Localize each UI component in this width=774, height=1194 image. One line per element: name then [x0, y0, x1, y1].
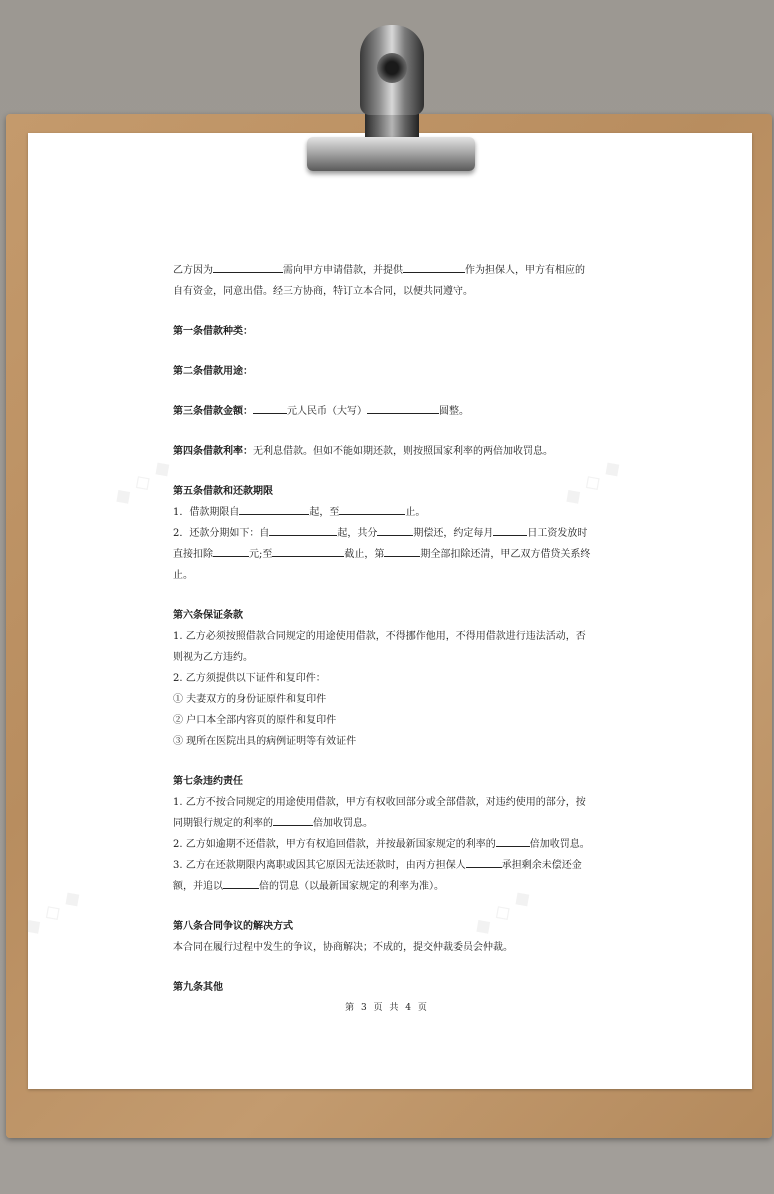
blank-field[interactable]: [377, 523, 413, 536]
blank-field[interactable]: [496, 834, 530, 847]
article-9-heading: 第九条其他: [173, 982, 223, 993]
article-5-heading: 第五条借款和还款期限: [173, 486, 273, 497]
article-7-item-1-line-2: 同期银行规定的利率的 倍加收罚息。: [173, 813, 605, 834]
article-6-sub-2: ② 户口本全部内容页的原件和复印件: [173, 715, 337, 726]
article-6-sub-1: ① 夫妻双方的身份证原件和复印件: [173, 694, 327, 705]
blank-field[interactable]: [367, 401, 439, 414]
blank-field[interactable]: [223, 876, 259, 889]
article-6-item-1-line-1: 1. 乙方必须按照借款合同规定的用途使用借款，不得挪作他用，不得用借款进行违法活动，否: [173, 631, 586, 642]
article-5-item-2-line-3: 止。: [173, 570, 193, 581]
article-5-item-1: 1．借款期限自 起，至 止。: [173, 502, 605, 523]
article-6-item-2: 2. 乙方须提供以下证件和复印件：: [173, 673, 326, 684]
clip-plate: [307, 137, 475, 171]
blank-field[interactable]: [239, 502, 309, 515]
article-7-item-1-line-1: 1. 乙方不按合同规定的用途使用借款，甲方有权收回部分或全部借款，对违约使用的部分，按: [173, 797, 586, 808]
blank-field[interactable]: [253, 401, 287, 414]
article-1-heading: 第一条借款种类：: [173, 326, 253, 337]
blank-field[interactable]: [273, 813, 313, 826]
watermark: ◆ ◇ ◆: [558, 453, 627, 512]
article-6-item-1-line-2: 则视为乙方违约。: [173, 652, 253, 663]
blank-field[interactable]: [213, 544, 249, 557]
blank-field[interactable]: [272, 544, 344, 557]
intro-line-1: 乙方因为 需向甲方申请借款，并提供 作为担保人，甲方有相应的: [173, 260, 605, 281]
article-2-heading: 第二条借款用途：: [173, 366, 253, 377]
article-8-text: 本合同在履行过程中发生的争议，协商解决；不成的，提交仲裁委员会仲裁。: [173, 942, 513, 953]
article-7-heading: 第七条违约责任: [173, 776, 243, 787]
article-5-item-2-line-1: 2．还款分期如下：自 起，共分 期偿还，约定每月 日工资发放时: [173, 523, 605, 544]
blank-field[interactable]: [339, 502, 405, 515]
blank-field[interactable]: [403, 260, 465, 273]
blank-field[interactable]: [213, 260, 283, 273]
blank-field[interactable]: [493, 523, 527, 536]
blank-field[interactable]: [466, 855, 502, 868]
blank-field[interactable]: [384, 544, 420, 557]
article-7-item-3-line-1: 3. 乙方在还款期限内离职或因其它原因无法还款时，由丙方担保人 承担剩余未偿还金: [173, 855, 605, 876]
article-5-item-2-line-2: 直接扣除 元;至 截止，第 期全部扣除还清，甲乙双方借贷关系终: [173, 544, 605, 565]
binder-clip: [305, 25, 477, 177]
article-3: 第三条借款金额： 元人民币（大写） 圆整。: [173, 401, 605, 422]
watermark: ◆ ◇ ◆: [108, 453, 177, 512]
document-body: [173, 260, 605, 998]
article-6-sub-3: ③ 现所在医院出具的病例证明等有效证件: [173, 736, 357, 747]
article-8-heading: 第八条合同争议的解决方式: [173, 921, 293, 932]
intro-line-2: 自有资金，同意出借。经三方协商，特订立本合同，以便共同遵守。: [173, 286, 473, 297]
article-4: 第四条借款利率：无利息借款。但如不能如期还款，则按照国家利率的两倍加收罚息。: [173, 446, 553, 457]
article-6-heading: 第六条保证条款: [173, 610, 243, 621]
page-number: 第 3 页 共 4 页: [345, 1003, 429, 1013]
article-7-item-2: 2. 乙方如逾期不还借款，甲方有权追回借款，并按最新国家规定的利率的 倍加收罚息。: [173, 834, 605, 855]
article-7-item-3-line-2: 额，并追以 倍的罚息（以最新国家规定的利率为准）。: [173, 876, 605, 897]
watermark: ◆ ◇ ◆: [468, 883, 537, 942]
blank-field[interactable]: [269, 523, 337, 536]
watermark: ◆ ◇ ◆: [18, 883, 87, 942]
clip-ring-hole: [377, 53, 407, 83]
